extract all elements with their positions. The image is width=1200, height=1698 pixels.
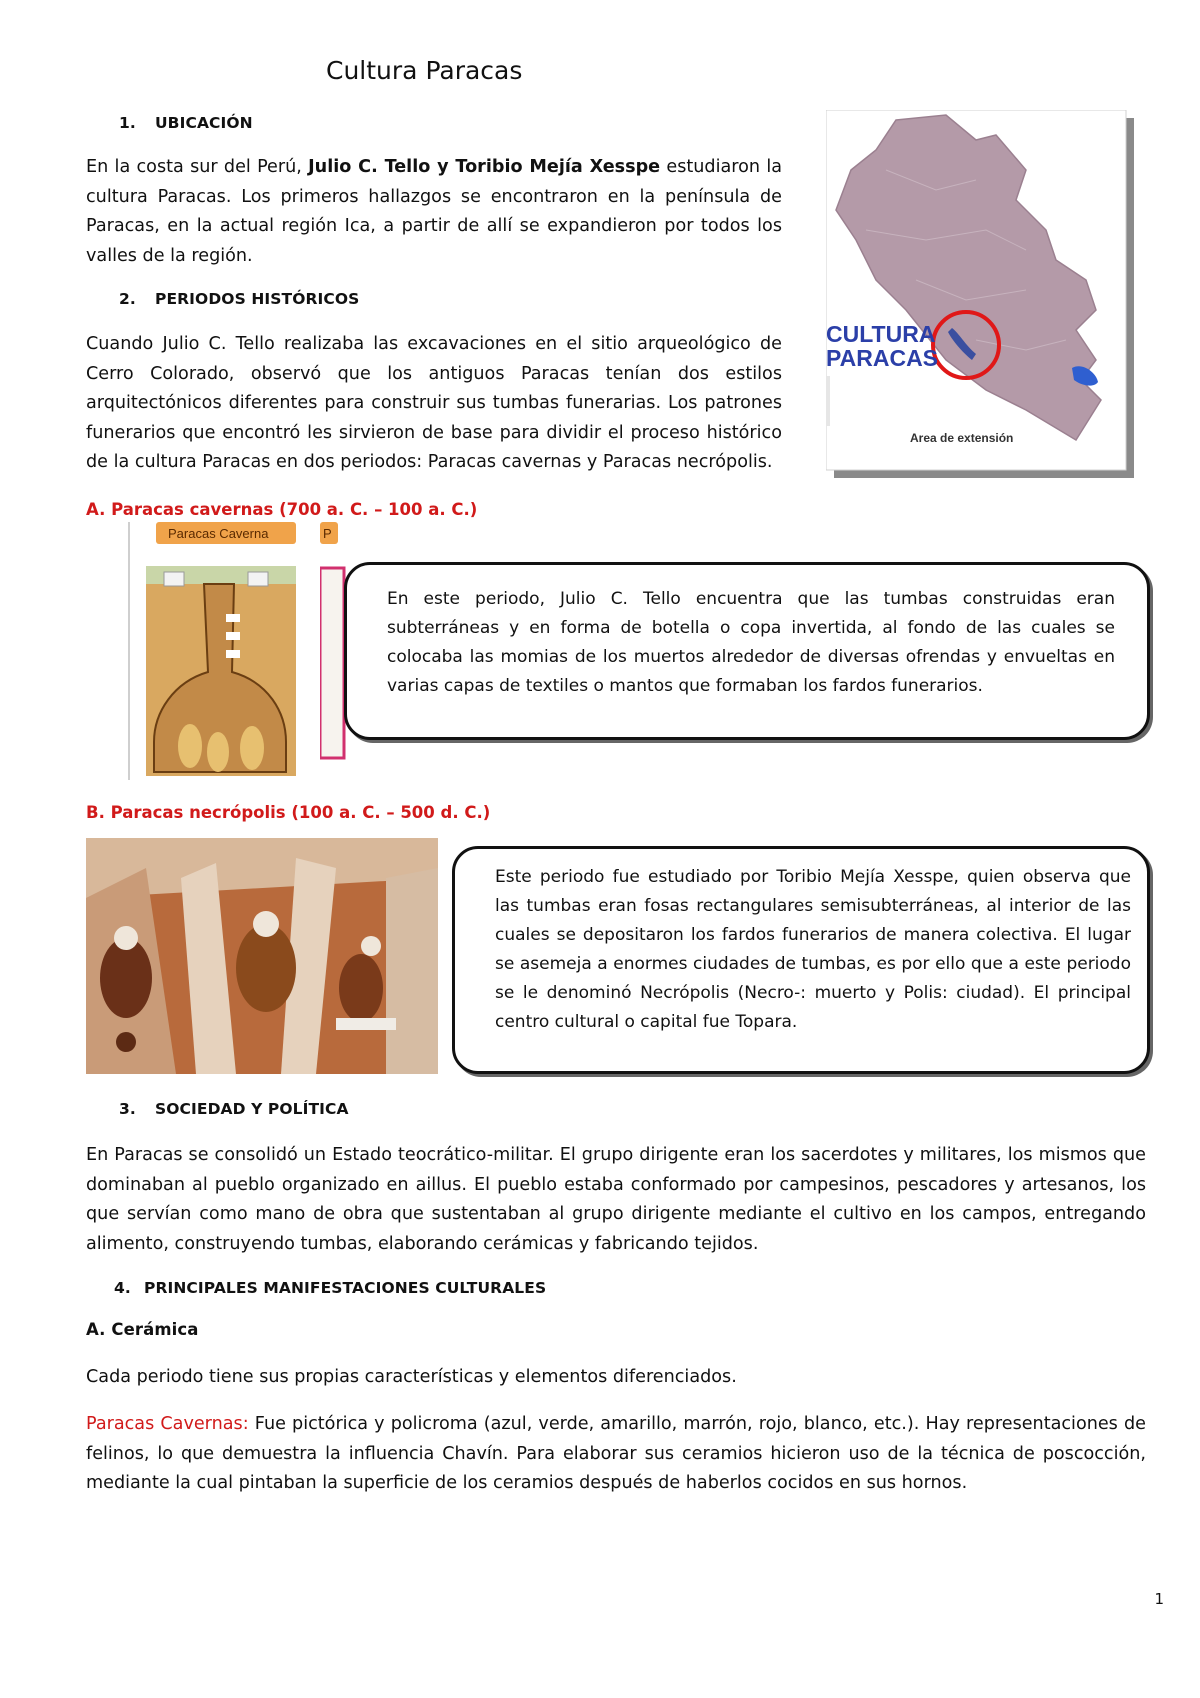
cavernas-image-label: Paracas Caverna <box>168 526 269 541</box>
ceramica-cavernas-label: Paracas Cavernas: <box>86 1414 249 1434</box>
necropolis-heading: B. Paracas necrópolis (100 a. C. – 500 d. C.) <box>86 803 491 822</box>
necropolis-description-box <box>452 846 1150 1074</box>
section-heading-text: UBICACIÓN <box>155 114 253 132</box>
necropolis-box-text: Este periodo fue estudiado por Toribio Mejía Xesspe, quien observa que las tumbas eran fosas rectangulares semisubterráneas, al interior de las cuales se depositaron los fardos funerarios de manera colectiva. El lugar se asemeja a enormes ciudades de tumbas, es por ello que a este periodo se le denominó Necrópolis (Necro-: muerto y Polis: ciudad). El principal centro cultural o capital fue Topara. <box>495 867 1131 1032</box>
sociedad-paragraph <box>86 1141 1146 1259</box>
section-heading-text: PERIODOS HISTÓRICOS <box>155 290 360 308</box>
ceramica-cavernas-text: Fue pictórica y policroma (azul, verde, amarillo, marrón, rojo, blanco, etc.). Hay representaciones de felinos, lo que demuestra la influencia Chavín. Para elaborar sus ceramios hicieron uso de la técnica de poscocción, mediante la cual pintaban la superficie de los ceramios después de haberlos cocidos en sus hornos. <box>86 1414 1146 1493</box>
page-title: Cultura Paracas <box>326 56 523 85</box>
ubicacion-paragraph <box>86 153 782 271</box>
ceramica-heading: A. Cerámica <box>86 1320 199 1339</box>
ubicacion-text-bold: Julio C. Tello y Toribio Mejía Xesspe <box>308 157 661 177</box>
section-heading-periodos <box>119 290 359 308</box>
section-heading-ubicacion <box>119 114 253 132</box>
section-heading-text: PRINCIPALES MANIFESTACIONES CULTURALES <box>144 1279 547 1297</box>
sociedad-text: En Paracas se consolidó un Estado teocrático-militar. El grupo dirigente eran los sacerdotes y militares, los mismos que dominaban al pueblo organizado en aillus. El pueblo estaba conformado por campesinos, pescadores y artesanos, los que servían como mano de obra que sustentaban al grupo dirigente mediante el cultivo en los campos, entregando alimento, construyendo tumbas, elaborando cerámicas y fabricando tejidos. <box>86 1145 1146 1254</box>
ceramica-intro-text: Cada periodo tiene sus propias características y elementos diferenciados. <box>86 1367 737 1387</box>
paracas-map-image <box>826 110 1136 480</box>
section-heading-text: SOCIEDAD Y POLÍTICA <box>155 1100 349 1118</box>
cavernas-box-text: En este periodo, Julio C. Tello encuentra que las tumbas construidas eran subterráneas y en forma de botella o copa invertida, al fondo de las cuales se colocaba las momias de los muertos alrededor de diversas ofrendas y envueltas en varias capas de textiles o mantos que formaban los fardos funerarios. <box>387 589 1115 696</box>
section-number: 1. <box>119 114 136 132</box>
section-heading-sociedad <box>119 1100 349 1118</box>
section-heading-manifestaciones <box>114 1279 546 1297</box>
section-number: 2. <box>119 290 136 308</box>
ubicacion-text-before: En la costa sur del Perú, <box>86 157 309 177</box>
ceramica-intro <box>86 1363 1146 1393</box>
necropolis-photo <box>86 838 438 1074</box>
cavernas-description-box <box>344 562 1150 740</box>
map-label-line1: CULTURA <box>826 321 936 347</box>
map-label-line2: PARACAS <box>826 345 939 371</box>
cavernas-tomb-illustration <box>128 522 328 780</box>
map-area-label: Area de extensión <box>910 431 1014 445</box>
ubicacion-text-after: estudiaron la cultura Paracas. Los primeros hallazgos se encontraron en la península de Paracas, en la actual región Ica, a partir de allí se expandieron por todos los valles de la región. <box>86 157 782 266</box>
periodos-text: Cuando Julio C. Tello realizaba las excavaciones en el sitio arqueológico de Cerro Colorado, observó que los antiguos Paracas tenían dos estilos arquitectónicos diferentes para construir sus tumbas funerarias. Los patrones funerarios que encontró les sirvieron de base para dividir el proceso histórico de la cultura Paracas en dos periodos: Paracas cavernas y Paracas necrópolis. <box>86 334 782 472</box>
section-number: 4. <box>114 1279 131 1297</box>
cavernas-heading: A. Paracas cavernas (700 a. C. – 100 a. C.) <box>86 500 478 519</box>
section-number: 3. <box>119 1100 136 1118</box>
periodos-paragraph <box>86 330 782 478</box>
fragment-image-label: P <box>323 526 332 541</box>
ceramica-cavernas-paragraph <box>86 1410 1146 1499</box>
necropolis-illustration-fragment <box>320 522 346 762</box>
page-number: 1 <box>1154 1590 1164 1608</box>
